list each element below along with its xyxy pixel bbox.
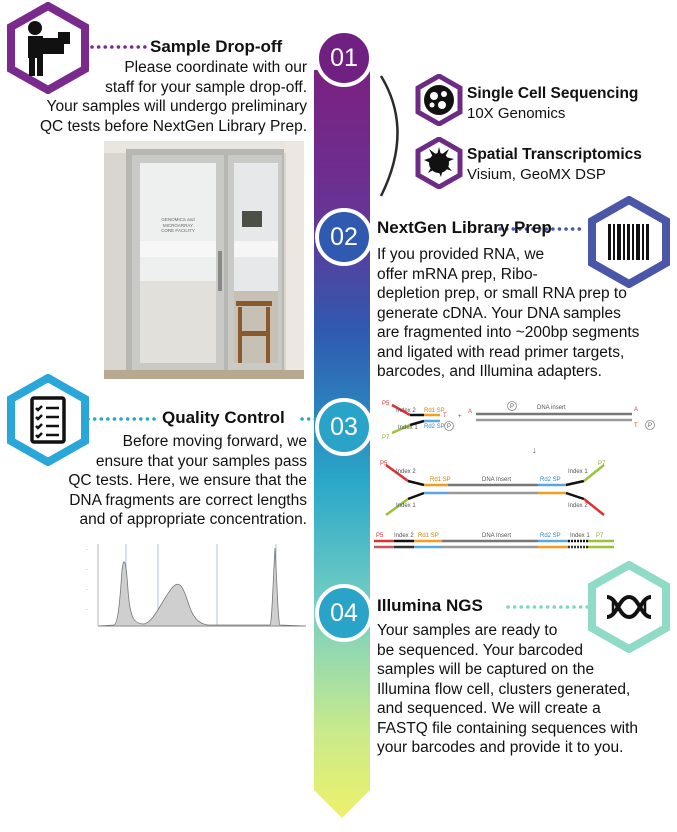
splat-icon <box>414 137 464 189</box>
adapter-ligation-diagram <box>372 395 677 570</box>
option-title: Spatial Transcriptomics <box>467 146 642 163</box>
svg-text:Index 1: Index 1 <box>568 469 588 475</box>
svg-text:–: – <box>86 587 88 591</box>
step3-description: Before moving forward, we ensure that your samples pass QC tests. Here, we ensure that the DNA fragments are correct lengths and of appropriate concentration. <box>68 433 307 528</box>
step-number-badge: 03 <box>315 398 373 456</box>
step4-description: Your samples are ready to be sequenced. Your barcoded samples will be captured on the Illumina flow cell, clusters generated, and sequenced. We will create a FASTQ file containing sequences with your barcodes and provide it to you. <box>377 622 639 756</box>
step-number-badge: 02 <box>315 208 373 266</box>
svg-text:A: A <box>634 407 639 413</box>
diagram-label: P <box>447 424 452 430</box>
diagram-label: P7 <box>382 435 390 441</box>
cells-icon <box>414 74 464 126</box>
svg-text:P7: P7 <box>596 533 604 539</box>
diagram-label: DNA insert <box>537 405 566 411</box>
svg-text:Index 2: Index 2 <box>394 533 414 539</box>
svg-text:Rd1 SP: Rd1 SP <box>430 477 451 483</box>
step3-title: Quality Control <box>162 408 285 427</box>
step1-title: Sample Drop-off <box>150 37 283 56</box>
svg-text:P: P <box>648 423 653 429</box>
diagram-label: Rd1 SP <box>424 408 445 414</box>
svg-text:+: + <box>458 414 462 420</box>
svg-text:Index 2: Index 2 <box>568 503 588 509</box>
svg-text:–: – <box>86 547 88 551</box>
facility-door-photo <box>104 141 304 379</box>
svg-text:Rd1 SP: Rd1 SP <box>418 533 439 539</box>
door-sign-text: GENOMICS and MICROARRAY CORE FACILITY <box>161 217 195 233</box>
step2-description: If you provided RNA, we offer mRNA prep, Ribo- depletion prep, or small RNA prep to generate cDNA. Your DNA samples are fragmented into ~200bp segments and ligated with read primer targets, barcodes, and Illumina adapters. <box>377 246 640 380</box>
svg-text:P7: P7 <box>598 461 606 467</box>
step2-title: NextGen Library Prep <box>377 218 552 237</box>
step4-title: Illumina NGS <box>377 596 483 615</box>
svg-text:P5: P5 <box>380 461 388 467</box>
diagram-label: T <box>443 413 447 419</box>
option-title: Single Cell Sequencing <box>467 85 639 102</box>
svg-text:Rd2 SP: Rd2 SP <box>540 533 561 539</box>
option-subtitle: 10X Genomics <box>467 105 566 122</box>
svg-text:DNA Insert: DNA Insert <box>482 533 512 539</box>
diagram-label: P5 <box>382 401 390 407</box>
svg-text:DNA Insert: DNA Insert <box>482 477 512 483</box>
svg-text:↓: ↓ <box>532 445 537 455</box>
step-number-badge: 01 <box>315 29 373 87</box>
svg-text:Rd2 SP: Rd2 SP <box>540 477 561 483</box>
diagram-label: Index 1 <box>398 425 418 431</box>
svg-text:–: – <box>86 607 88 611</box>
option-subtitle: Visium, GeoMX DSP <box>467 166 606 183</box>
diagram-label: Rd2 SP <box>424 424 445 430</box>
step-number-badge: 04 <box>315 584 373 642</box>
fragment-size-trace <box>84 540 308 640</box>
svg-text:Index 1: Index 1 <box>570 533 590 539</box>
svg-text:Index 2: Index 2 <box>396 469 416 475</box>
svg-text:Index 1: Index 1 <box>396 503 416 509</box>
step1-description: Please coordinate with our staff for your sample drop-off. Your samples will undergo preliminary QC tests before NextGen Library Prep. <box>39 59 307 135</box>
diagram-label: P <box>510 404 515 410</box>
diagram-label: A <box>468 409 473 415</box>
svg-text:–: – <box>86 567 88 571</box>
svg-text:T: T <box>634 423 638 429</box>
diagram-label: Index 2 <box>396 408 416 414</box>
svg-text:P5: P5 <box>376 533 384 539</box>
